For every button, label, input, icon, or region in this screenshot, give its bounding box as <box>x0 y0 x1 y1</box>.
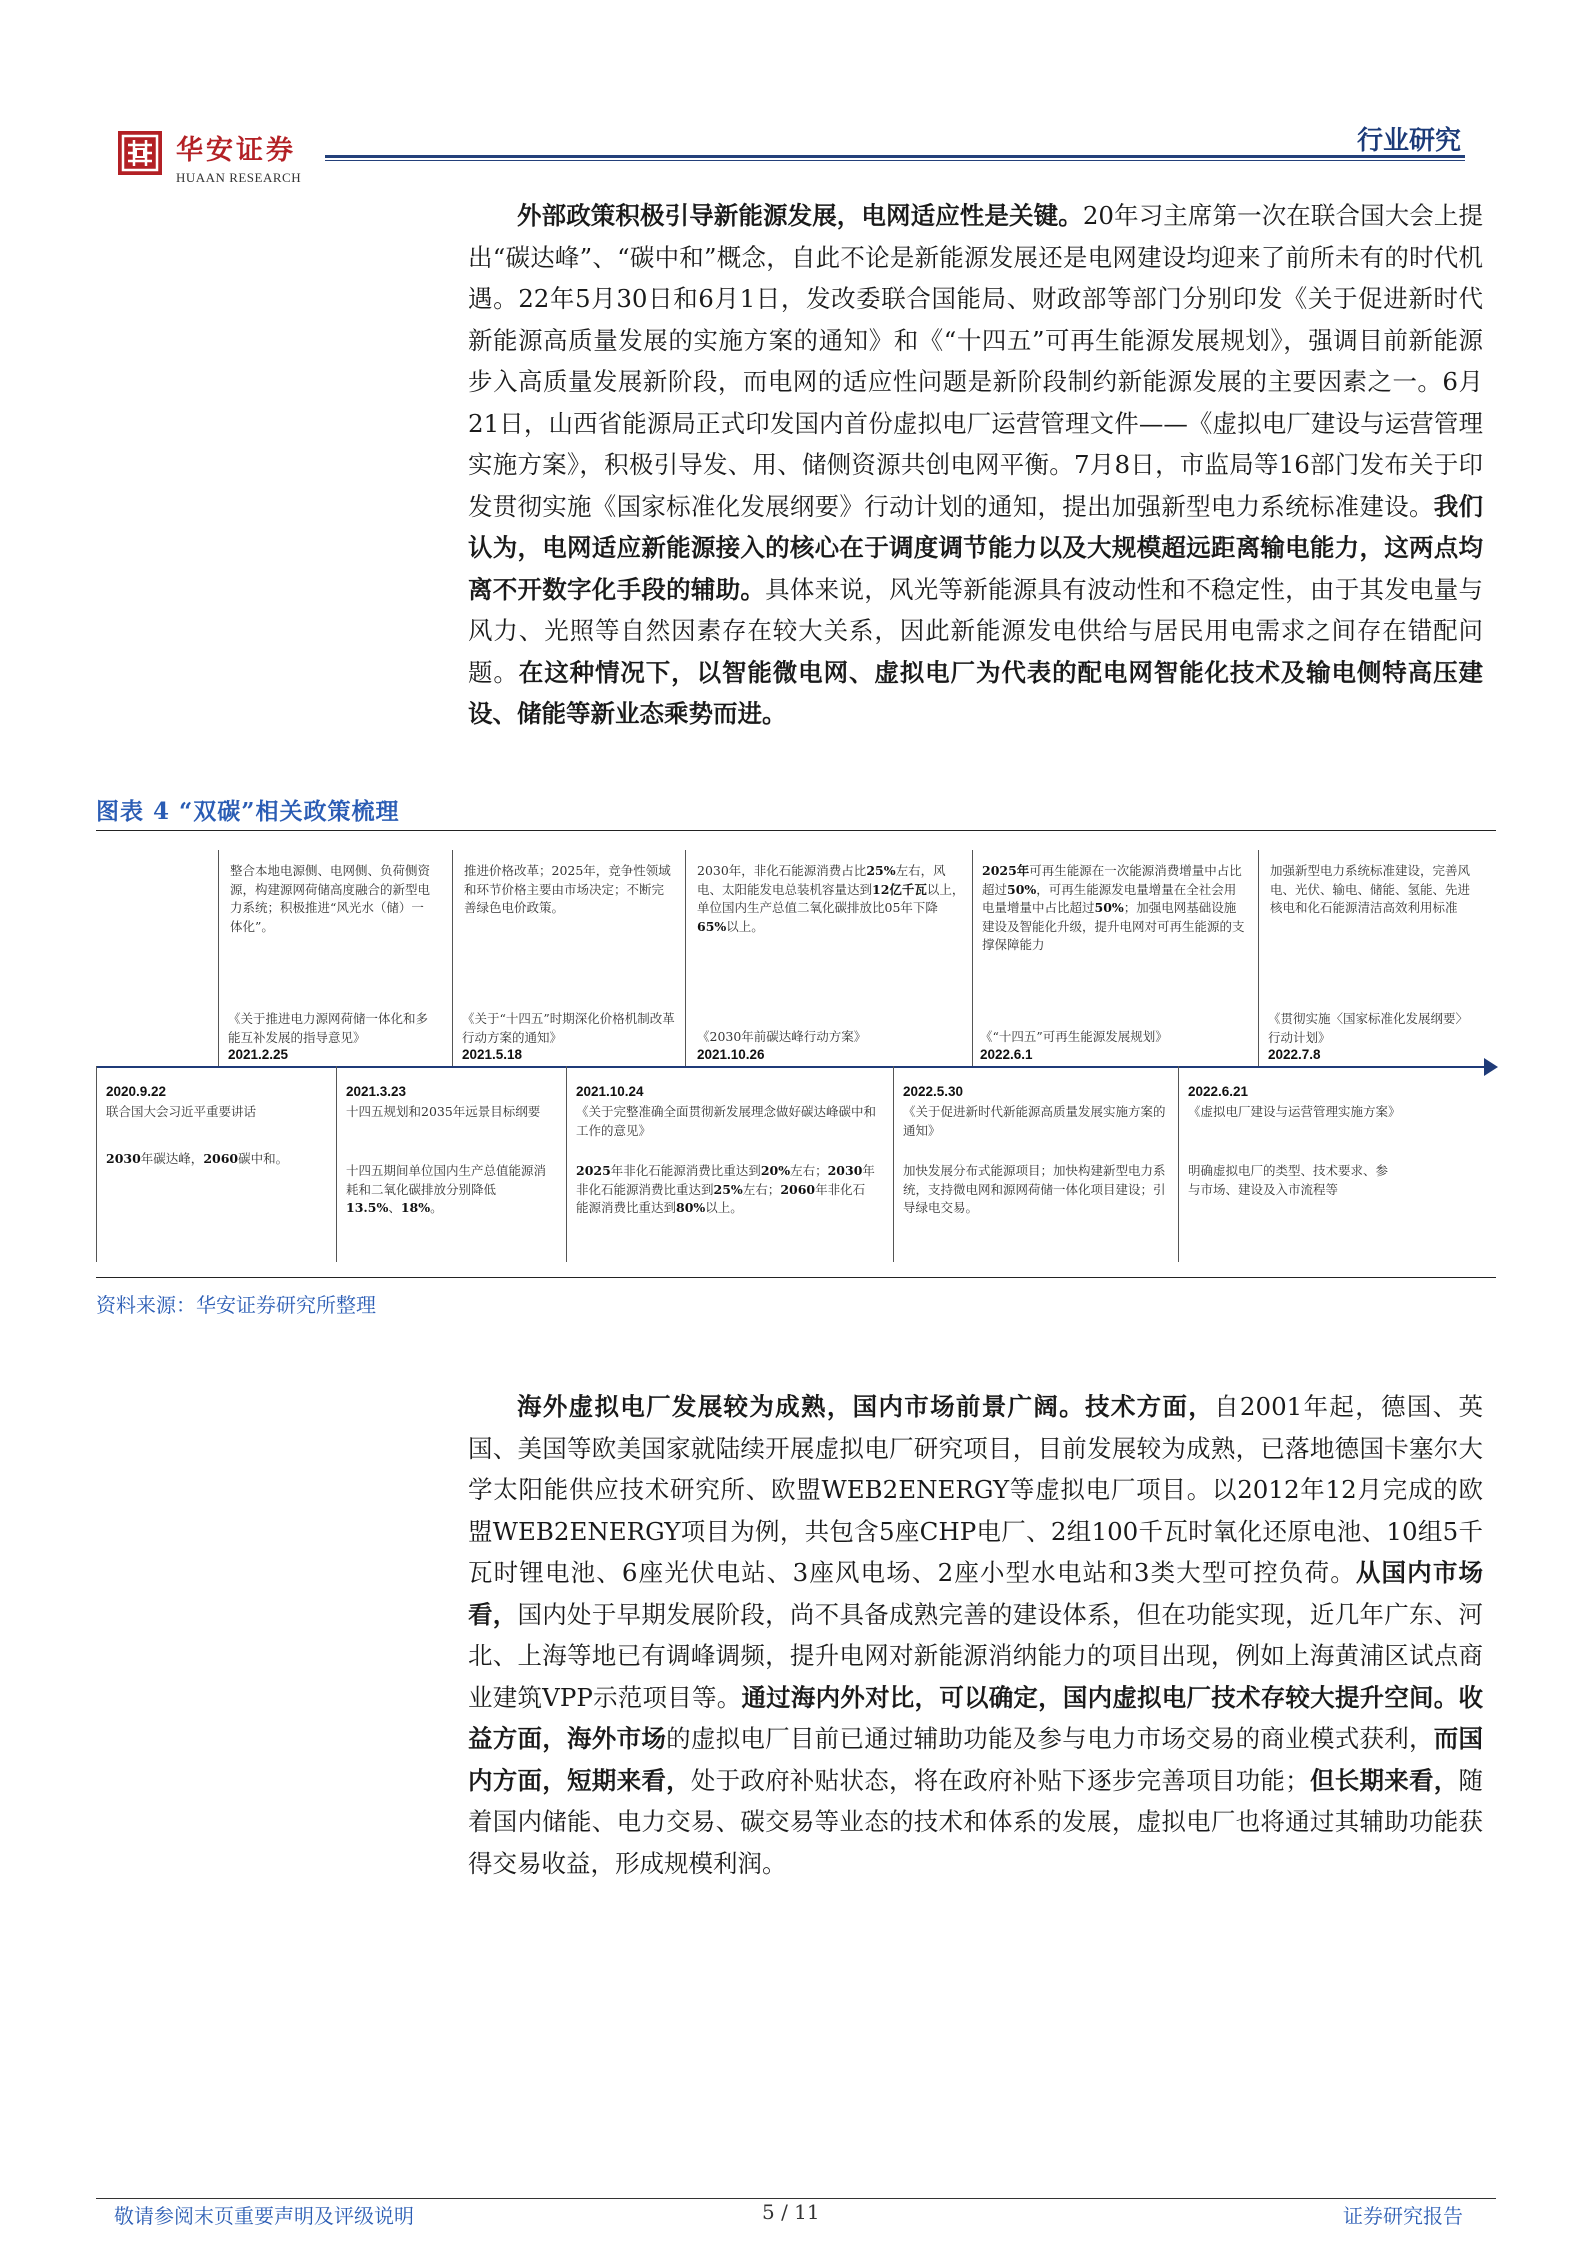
timeline-divider <box>972 850 973 1066</box>
timeline-bottom-text <box>903 1162 1171 1218</box>
bold-run: 而国内方面，短期来看， <box>468 1724 1484 1795</box>
timeline-top-ref: 《2030年前碳达峰行动方案》 <box>697 1029 867 1044</box>
bold-run: 外部政策积极引导新能源发展，电网适应性是关键。 <box>517 201 1083 230</box>
text-run: 以上，单位国内生产总值二氧化碳排放比05年下降 <box>697 881 965 915</box>
timeline-bottom-text <box>576 1162 876 1218</box>
brand-name-en: HUAAN RESEARCH <box>176 170 302 185</box>
figure-top-rule <box>96 830 1496 831</box>
text-run: 整合本地电源侧、电网侧、负荷侧资源，构建源网荷储高度融合的新型电力系统；积极推进“风光水（储）一体化”。 <box>230 863 431 934</box>
text-run: 处于政府补贴状态，将在政府补贴下逐步完善项目功能； <box>690 1765 1310 1795</box>
bold-run: 2025年 <box>982 863 1030 878</box>
bold-run: 18% <box>400 1200 431 1215</box>
bold-run: 2060 <box>203 1151 239 1166</box>
timeline-top-text <box>230 862 430 936</box>
timeline-top-text <box>1270 862 1470 918</box>
timeline-top-text <box>464 862 676 918</box>
paragraph-policy <box>468 195 1483 735</box>
bold-run: 20% <box>760 1163 791 1178</box>
text-run: 以上。 <box>705 1200 743 1215</box>
text-run: 自2001年起，德国、英国、美国等欧美国家就陆续开展虚拟电厂研究项目，目前发展较为成熟，已落地德国卡塞尔大学太阳能供应技术研究所、欧盟WEB2ENERGY等虚拟电厂项目。以2012年12月完成的欧盟WEB2ENERGY项目为例，共包含5座CHP电厂、2组100千瓦时氧化还原电池、10组5千瓦时锂电池、6座光伏电站、3座风电场、2座小型水电站和3类大型可控负荷。 <box>468 1392 1483 1587</box>
bold-run: 海外虚拟电厂发展较为成熟，国内市场前景广阔。技术方面， <box>517 1392 1215 1421</box>
header-rule-thin <box>325 160 1465 161</box>
header-rule <box>325 155 1465 158</box>
timeline-divider <box>96 1066 97 1262</box>
text-run: 加快发展分布式能源项目；加快构建新型电力系统，支持微电网和源网荷储一体化项目建设；引导绿电交易。 <box>903 1163 1166 1215</box>
timeline-divider <box>336 1066 337 1262</box>
text-run: 加强新型电力系统标准建设，完善风电、光伏、输电、储能、氢能、先进核电和化石能源清洁高效利用标准 <box>1270 863 1471 915</box>
bold-run: 2025 <box>576 1163 611 1178</box>
bold-run: 25% <box>866 863 896 878</box>
text-run: 左右； <box>742 1181 781 1197</box>
text-run: 左右，风电、太阳能发电总装机容量达到 <box>697 863 946 897</box>
timeline-top-text <box>982 862 1247 955</box>
timeline-divider <box>893 1066 894 1262</box>
timeline-bottom-title: 《虚拟电厂建设与运营管理实施方案》 <box>1188 1104 1401 1119</box>
text-run: 碳中和。 <box>238 1151 289 1166</box>
text-run: 的虚拟电厂目前已通过辅助功能及参与电力市场交易的商业模式获利， <box>666 1724 1434 1753</box>
timeline-top-date: 2022.7.8 <box>1268 1047 1321 1062</box>
huaan-seal-icon <box>117 130 163 176</box>
bold-run: 在这种情况下，以智能微电网、虚拟电厂为代表的配电网智能化技术及输电侧特高压建设、储能等新业态乘势而进。 <box>468 657 1483 728</box>
page-number: 5 / 11 <box>762 2200 820 2224</box>
bold-run: 从国内市场看， <box>468 1558 1483 1629</box>
text-run: 推进价格改革；2025年，竞争性领域和环节价格主要由市场决定；不断完善绿色电价政策。 <box>464 863 671 915</box>
bold-run: 80% <box>676 1200 706 1215</box>
timeline-divider <box>685 850 686 1066</box>
timeline-bottom-title: 《关于促进新时代新能源高质量发展实施方案的通知》 <box>903 1104 1166 1138</box>
text-run: 年碳达峰， <box>140 1151 204 1166</box>
text-run: 可再生能源在一次能源消费增量中占比超过 <box>982 863 1242 897</box>
text-run: 左右； <box>790 1163 828 1178</box>
timeline-top-ref: 《关于推进电力源网荷储一体化和多能互补发展的指导意见》 <box>228 1011 429 1045</box>
timeline-divider <box>1178 1066 1179 1262</box>
timeline-top-date: 2022.6.1 <box>980 1047 1033 1062</box>
timeline-bottom-title: 《关于完整准确全面贯彻新发展理念做好碳达峰碳中和工作的意见》 <box>576 1104 877 1138</box>
bold-run: 12亿千瓦 <box>872 881 927 897</box>
timeline-top-date: 2021.2.25 <box>228 1047 289 1062</box>
paragraph-vpp <box>468 1386 1483 1884</box>
timeline-bottom-title: 联合国大会习近平重要讲话 <box>106 1104 257 1119</box>
timeline-top-text <box>697 862 965 936</box>
bold-run: 我们认为，电网适应新能源接入的核心在于调度调节能力以及大规模超远距离输电能力，这两点均离不开数字化手段的辅助。 <box>468 491 1483 604</box>
bold-run: 13.5% <box>346 1200 389 1215</box>
footer-report-type: 证券研究报告 <box>1343 2204 1463 2228</box>
bold-run: 2030 <box>827 1163 863 1178</box>
bold-run: 50% <box>1094 900 1124 915</box>
figure-title: 图表 4 “双碳”相关政策梳理 <box>96 798 400 825</box>
timeline-top-ref: 《贯彻实施〈国家标准化发展纲要〉行动计划》 <box>1268 1011 1469 1045</box>
timeline-bottom-date: 2021.3.23 <box>346 1084 407 1099</box>
footer-rule <box>96 2198 1496 2199</box>
text-run: 年非化石能源消费比重达到 <box>610 1163 761 1178</box>
text-run: 2030年，非化石能源消费占比 <box>697 863 867 878</box>
bold-run: 通过海内外对比，可以确定，国内虚拟电厂技术存较大提升空间。收益方面，海外市场 <box>468 1682 1483 1753</box>
timeline-bottom-text <box>346 1162 551 1218</box>
timeline-top-ref: 《“十四五”可再生能源发展规划》 <box>980 1029 1168 1044</box>
text-run: 年非化石能源消费比重达到 <box>576 1163 875 1197</box>
text-run: 十四五期间单位国内生产总值能源消耗和二氧化碳排放分别降低 <box>346 1163 547 1197</box>
bold-run: 25% <box>713 1181 743 1197</box>
brand-name: 华安证券 <box>176 135 296 166</box>
footer-disclaimer: 敬请参阅末页重要声明及评级说明 <box>114 2204 414 2228</box>
bold-run: 2030 <box>106 1151 141 1166</box>
timeline-bottom-title: 十四五规划和2035年远景目标纲要 <box>346 1104 541 1119</box>
timeline-top-date: 2021.10.26 <box>697 1047 765 1062</box>
timeline-bottom-date: 2020.9.22 <box>106 1084 167 1099</box>
timeline-bottom-date: 2021.10.24 <box>576 1084 644 1099</box>
timeline-bottom-date: 2022.6.21 <box>1188 1084 1249 1099</box>
text-run: 国内处于早期发展阶段，尚不具备成熟完善的建设体系，但在功能实现，近几年广东、河北、上海等地已有调峰调频，提升电网对新能源消纳能力的项目出现，例如上海黄浦区试点商业建筑VPP示范项目等。 <box>468 1599 1484 1712</box>
text-run: 、 <box>388 1200 401 1215</box>
text-run: 年非化石能源消费比重达到 <box>576 1181 866 1215</box>
figure-source: 资料来源：华安证券研究所整理 <box>96 1293 376 1317</box>
timeline-arrow-icon <box>1484 1058 1498 1076</box>
timeline-bottom-date: 2022.5.30 <box>903 1084 964 1099</box>
bold-run: 2060 <box>780 1181 816 1197</box>
timeline-divider <box>1258 850 1259 1066</box>
timeline-divider <box>566 1066 567 1262</box>
bold-run: 65% <box>697 918 727 934</box>
text-run: 。 <box>430 1200 443 1215</box>
bold-run: 50% <box>1007 881 1037 897</box>
text-run: ；加强电网基础设施建设及智能化升级，提升电网对可再生能源的支撑保障能力 <box>982 900 1245 952</box>
text-run: 以上。 <box>726 918 764 934</box>
text-run: 20年习主席第一次在联合国大会上提出“碳达峰”、“碳中和”概念，自此不论是新能源发展还是电网建设均迎来了前所未有的时代机遇。22年5月30日和6月1日，发改委联合国能局、财政部等部门分别印发《关于促进新时代新能源高质量发展的实施方案的通知》和《“十四五”可再生能源发展规划》，强调目前新能源步入高质量发展新阶段，而电网的适应性问题是新阶段制约新能源发展的主要因素之一。6月21日，山西省能源局正式印发国内首份虚拟电厂运营管理文件——《虚拟电厂建设与运营管理实施方案》，积极引导发、用、储侧资源共创电网平衡。7月8日，市监局等16部门发布关于印发贯彻实施《国家标准化发展纲要》行动计划的通知，提出加强新型电力系统标准建设。 <box>468 201 1483 521</box>
figure-bottom-rule <box>96 1277 1496 1278</box>
timeline-bottom-text <box>106 1150 288 1169</box>
text-run: 具体来说，风光等新能源具有波动性和不稳定性，由于其发电量与风力、光照等自然因素存在较大关系，因此新能源发电供给与居民用电需求之间存在错配问题。 <box>468 574 1484 687</box>
timeline-axis <box>96 1066 1494 1068</box>
timeline-divider <box>218 850 219 1066</box>
section-tag: 行业研究 <box>1356 126 1461 156</box>
timeline-top-date: 2021.5.18 <box>462 1047 523 1062</box>
timeline-divider <box>452 850 453 1066</box>
bold-run: 但长期来看， <box>1309 1765 1459 1795</box>
text-run: 随着国内储能、电力交易、碳交易等业态的技术和体系的发展，虚拟电厂也将通过其辅助功能获得交易收益，形成规模利润。 <box>468 1765 1484 1878</box>
timeline-bottom-text <box>1188 1162 1388 1199</box>
text-run: ，可再生能源发电量增量在全社会用电量增量中占比超过 <box>982 881 1237 915</box>
text-run: 明确虚拟电厂的类型、技术要求、参与市场、建设及入市流程等 <box>1188 1163 1389 1197</box>
timeline-top-ref: 《关于“十四五”时期深化价格机制改革行动方案的通知》 <box>462 1011 675 1045</box>
